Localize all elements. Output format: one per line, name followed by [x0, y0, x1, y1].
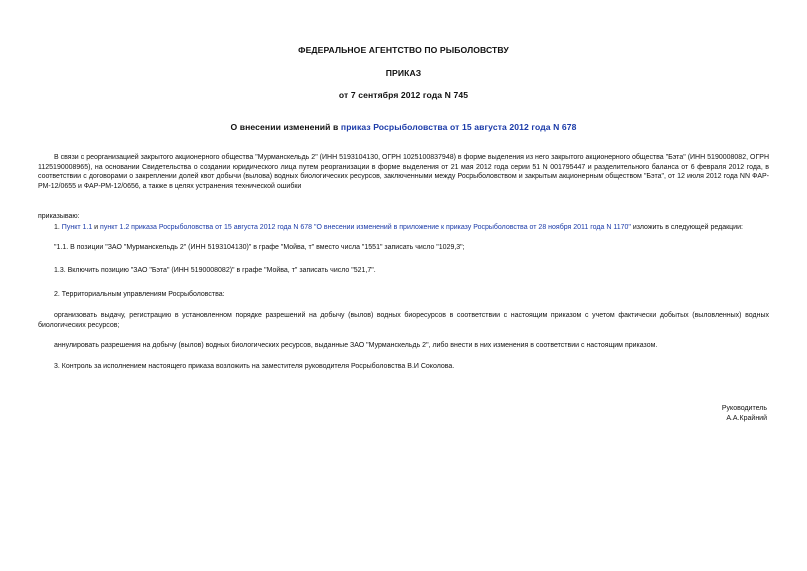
item-1-link-2[interactable]: пункт 1.2 приказа Росрыболовства от 15 августа 2012 года N 678 "О внесении изменений в приложение к приказу Росрыболовства от 28 ноября 2011 года N 1170" [100, 224, 631, 231]
signature-name: А.А.Крайний [726, 415, 767, 422]
doc-type-title: ПРИКАЗ [385, 68, 422, 78]
item-2-b: аннулировать разрешения на добычу (вылов) водных биологических ресурсов, выданные ЗАО "Мурманскельдь 2", либо внести в них изменения в соответствии с настоящим приказом. [54, 342, 658, 349]
item-2: 2. Территориальным управлениям Росрыболовства: [54, 291, 225, 298]
item-1-tail: изложить в следующей редакции: [630, 224, 743, 231]
subject-link[interactable]: приказ Росрыболовства от 15 августа 2012 года N 678 [340, 122, 577, 132]
order-word: приказываю: [38, 213, 80, 220]
item-3: 3. Контроль за исполнением настоящего приказа возложить на заместителя руководителя Росрыболовства В.И Соколова. [54, 363, 455, 370]
agency-title: ФЕДЕРАЛЬНОЕ АГЕНТСТВО ПО РЫБОЛОВСТВУ [298, 45, 509, 55]
signature-position: Руководитель [721, 405, 767, 412]
item-1-number: 1. [54, 224, 62, 231]
item-1-link-1[interactable]: Пункт 1.1 [61, 224, 93, 231]
subject-prefix: О внесении изменений в [230, 122, 341, 132]
item-1 [54, 223, 743, 233]
preamble-paragraph: В связи с реорганизацией закрытого акционерного общества "Мурманскельдь 2" (ИНН 5193104130, ОГРН 1025100837948) в форме выделения из него закрытого акционерного общества "Бэта" (ИНН 5190008082, ОГРН 1125190008965), на основании Свидетельства о создании юридического лица путем реорганизации в форме выделения от 21 мая 2012 года серии 51 N 001795447 и разделительного баланса от 6 февраля 2012 года, в соответствии с договорами о закреплении долей квот добычи (вылова) водных биологических ресурсов, заключенными между Росрыболовством и закрытым акционерным обществом "Бэта", от 12 июля 2012 года NN ФАР-РМ-12/0655 и ФАР-РМ-12/0656, а также в целях устранения технической ошибки [38, 154, 769, 190]
subitem-1-1: "1.1. В позиции "ЗАО "Мурманскельдь 2" (ИНН 5193104130)" в графе "Мойва, т" вместо числа "1551" записать число "1029,3"; [54, 244, 465, 251]
subitem-1-3: 1.3. Включить позицию "ЗАО "Бэта" (ИНН 5190008082)" в графе "Мойва, т" записать число "521,7". [54, 267, 376, 274]
doc-date-number: от 7 сентября 2012 года N 745 [338, 90, 469, 100]
item-2-a: организовать выдачу, регистрацию в установленном порядке разрешений на добычу (вылов) водных биоресурсов в соответствии с настоящим приказом с учетом фактически добытых (выловленных) водных биологических ресурсов; [38, 312, 769, 329]
doc-subject [0, 122, 807, 132]
item-1-mid: и [92, 224, 101, 231]
